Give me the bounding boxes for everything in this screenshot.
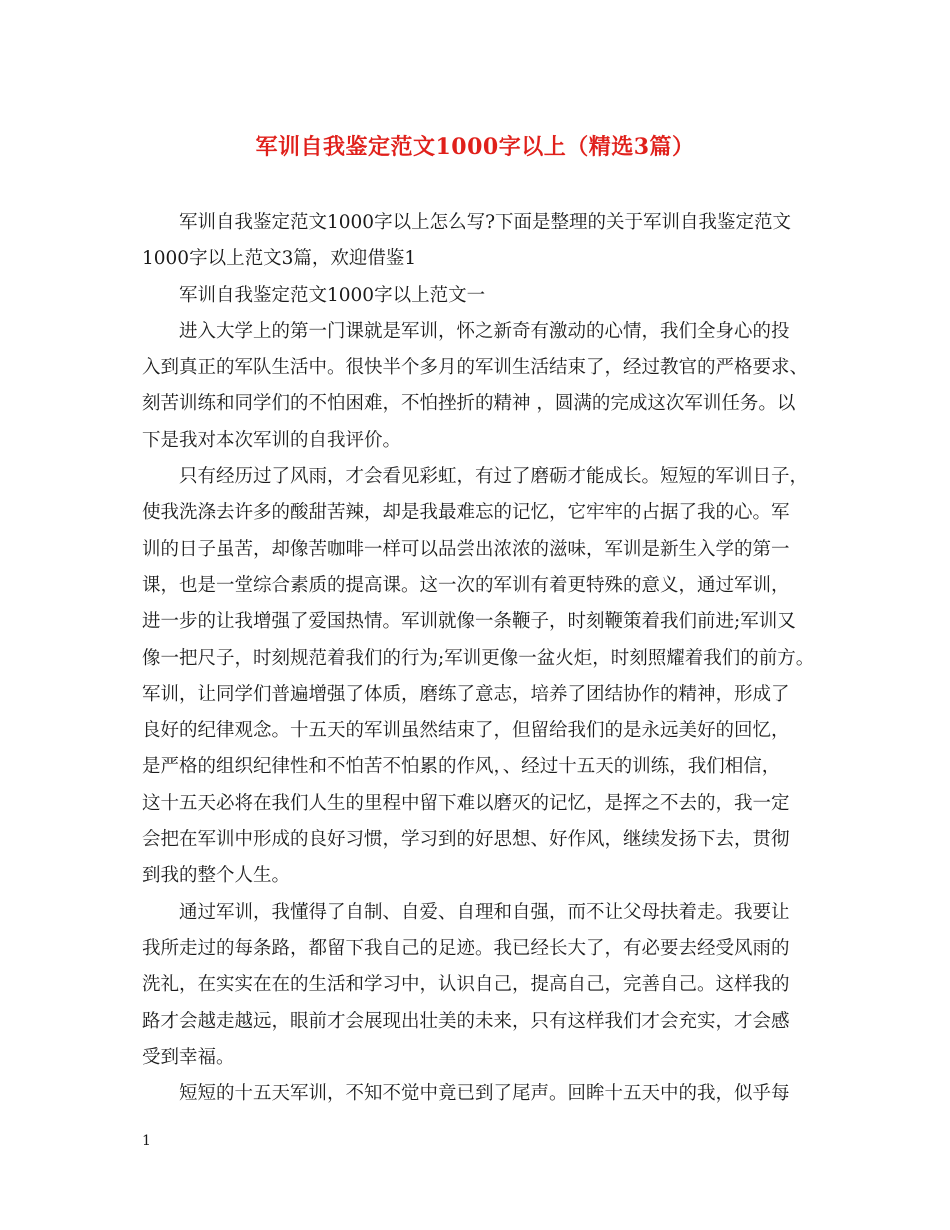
text-line: 军训自我鉴定范文1000字以上范文一 xyxy=(179,284,486,306)
text-line: 良好的纪律观念。十五天的军训虽然结束了，但留给我们的是永远美好的回忆， xyxy=(142,720,790,742)
text-line: 短短的十五天军训，不知不觉中竟已到了尾声。回眸十五天中的我，似乎每 xyxy=(179,1083,790,1105)
text-line: 会把在军训中形成的良好习惯，学习到的好思想、好作风，继续发扬下去，贯彻 xyxy=(142,829,790,851)
text-line: 受到幸福。 xyxy=(142,1046,235,1068)
text-line: 只有经历过了风雨，才会看见彩虹，有过了磨砺才能成长。短短的军训日子， xyxy=(179,466,809,488)
text-line: 下是我对本次军训的自我评价。 xyxy=(142,429,402,451)
document-title: 军训自我鉴定范文1000字以上（精选3篇） xyxy=(255,134,695,160)
text-line: 到我的整个人生。 xyxy=(142,865,291,887)
text-line: 进入大学上的第一门课就是军训，怀之新奇有激动的心情，我们全身心的投 xyxy=(179,320,790,342)
text-line: 像一把尺子，时刻规范着我们的行为;军训更像一盆火炬，时刻照耀着我们的前方。 xyxy=(142,647,815,669)
page-number: 1 xyxy=(142,1133,151,1149)
text-line: 我所走过的每条路，都留下我自己的足迹。我已经长大了，有必要去经受风雨的 xyxy=(142,937,790,959)
text-line: 军训，让同学们普遍增强了体质，磨练了意志，培养了团结协作的精神，形成了 xyxy=(142,683,790,705)
text-line: 课，也是一堂综合素质的提高课。这一次的军训有着更特殊的意义，通过军训， xyxy=(142,574,790,596)
text-line: 进一步的让我增强了爱国热情。军训就像一条鞭子，时刻鞭策着我们前进;军训又 xyxy=(142,611,796,633)
text-line: 路才会越走越远，眼前才会展现出壮美的未来，只有这样我们才会充实，才会感 xyxy=(142,1010,790,1032)
text-line: 是严格的组织纪律性和不怕苦不怕累的作风，、经过十五天的训练，我们相信， xyxy=(142,756,781,778)
text-line: 通过军训，我懂得了自制、自爱、自理和自强，而不让父母扶着走。我要让 xyxy=(179,901,790,923)
text-line: 训的日子虽苦，却像苦咖啡一样可以品尝出浓浓的滋味，军训是新生入学的第一 xyxy=(142,538,790,560)
text-line: 这十五天必将在我们人生的里程中留下难以磨灭的记忆，是挥之不去的，我一定 xyxy=(142,792,790,814)
text-line: 1000字以上范文3篇，欢迎借鉴1 xyxy=(142,248,417,270)
text-line: 入到真正的军队生活中。很快半个多月的军训生活结束了，经过教官的严格要求、 xyxy=(142,357,809,379)
document-body xyxy=(142,205,822,1112)
text-line: 使我洗涤去许多的酸甜苦辣，却是我最难忘的记忆，它牢牢的占据了我的心。军 xyxy=(142,502,790,524)
text-line: 刻苦训练和同学们的不怕困难，不怕挫折的精神 ，圆满的完成这次军训任务。以 xyxy=(142,393,796,415)
text-line: 洗礼，在实实在在的生活和学习中，认识自己，提高自己，完善自己。这样我的 xyxy=(142,974,790,996)
text-line: 军训自我鉴定范文1000字以上怎么写?下面是整理的关于军训自我鉴定范文 xyxy=(179,212,792,233)
